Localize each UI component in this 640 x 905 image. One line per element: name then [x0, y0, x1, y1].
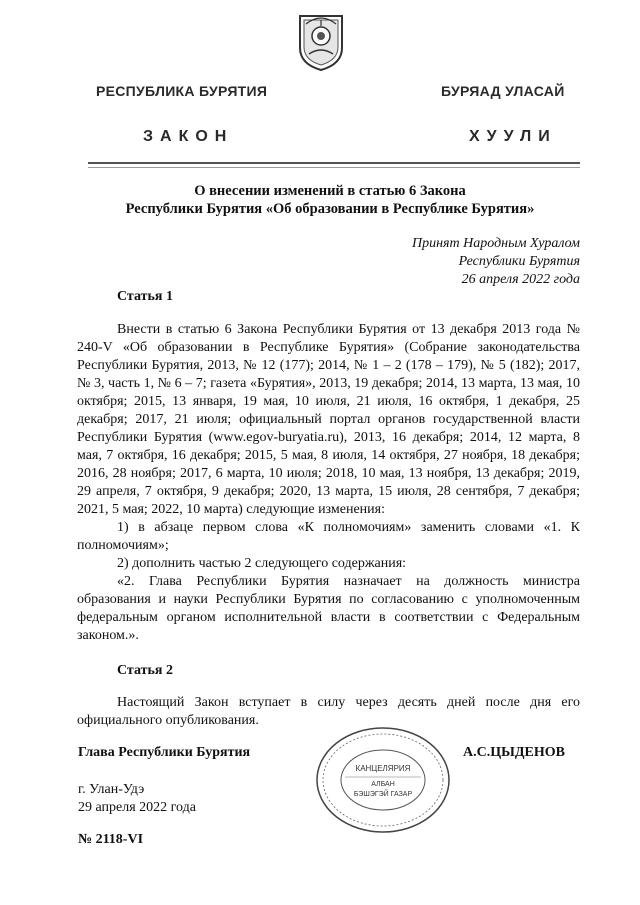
official-seal-stamp: [313, 725, 453, 835]
article-2-heading: Статья 2: [117, 663, 173, 678]
article-1-item-1: 1) в абзаце первом слова «К полномочиям» заменить словами «1. К полномочиям»;: [77, 520, 580, 553]
republic-emblem-icon: [296, 10, 346, 72]
article-1-heading: Статья 1: [117, 289, 173, 304]
republic-name-bua: БУРЯАД УЛАСАЙ: [441, 83, 565, 99]
header-divider: [88, 162, 580, 164]
article-1-body: [77, 321, 580, 645]
article-2-paragraph: Настоящий Закон вступает в силу через десять дней после дня его официального опубликования.: [77, 695, 580, 728]
republic-name-ru: РЕСПУБЛИКА БУРЯТИЯ: [96, 83, 268, 99]
seal-line-2: АЛБАН: [371, 781, 395, 788]
law-number: № 2118-VI: [78, 832, 144, 847]
adoption-note: [330, 235, 580, 289]
signatory-name: А.С.ЦЫДЕНОВ: [463, 745, 565, 760]
signing-place-date: [78, 781, 196, 817]
document-title: [80, 182, 580, 218]
signing-date: 29 апреля 2022 года: [78, 800, 196, 815]
seal-line-3: БЭШЭГЭЙ ГАЗАР: [353, 791, 413, 798]
title-line-1: О внесении изменений в статью 6 Закона: [194, 183, 466, 199]
title-line-2: Республики Бурятия «Об образовании в Республике Бурятия»: [125, 201, 535, 217]
article-1-quote: «2. Глава Республики Бурятия назначает на должность министра образования и науки Республики Бурятия по согласованию с уполномоченным федеральным органом исполнительной власти в соответствии с Федеральным законом.».: [77, 574, 580, 643]
law-label-ru: ЗАКОН: [143, 128, 234, 145]
adoption-line-1: Принят Народным Хуралом: [411, 236, 580, 251]
adoption-line-3: 26 апреля 2022 года: [461, 272, 580, 287]
article-1-item-2: 2) дополнить частью 2 следующего содержания:: [117, 556, 407, 571]
seal-line-1: КАНЦЕЛЯРИЯ: [355, 764, 411, 773]
signatory-title: Глава Республики Бурятия: [78, 745, 251, 760]
adoption-line-2: Республики Бурятия: [458, 254, 580, 269]
law-label-bua: ХУУЛИ: [469, 128, 557, 145]
article-1-paragraph: Внести в статью 6 Закона Республики Бурятия от 13 декабря 2013 года № 240-V «Об образовании в Республике Бурятия» (Собрание законодательства Республики Бурятия, 2013, № 12 (177); 2014, № 1 – 2 (178 – 179), № 5 (182); 2017, № 3, часть 1, № 6 – 7; газета «Бурятия», 2013, 19 декабря; 2014, 13 марта, 13 мая, 10 октября; 2015, 13 января, 19 мая, 10 июля, 21 июля, 16 октября, 1 декабря, 25 декабря; 2017, 21 июля; официальный портал органов государственной власти Республики Бурятия (www.egov-buryatia.ru), 2013, 16 декабря; 2014, 12 марта, 8 мая, 7 октября, 16 декабря; 2015, 5 мая, 8 июля, 14 октября, 27 ноября, 18 декабря; 2016, 28 ноября; 2017, 6 марта, 10 июля; 2018, 10 мая, 13 ноября, 13 декабря; 2019, 29 апреля, 7 октября, 9 декабря; 2020, 13 марта, 15 июля, 28 сентября, 7 декабря; 2021, 5 мая; 2022, 10 марта) следующие изменения:: [77, 322, 580, 517]
header-divider-thin: [88, 167, 580, 168]
signing-city: г. Улан-Удэ: [78, 782, 145, 797]
